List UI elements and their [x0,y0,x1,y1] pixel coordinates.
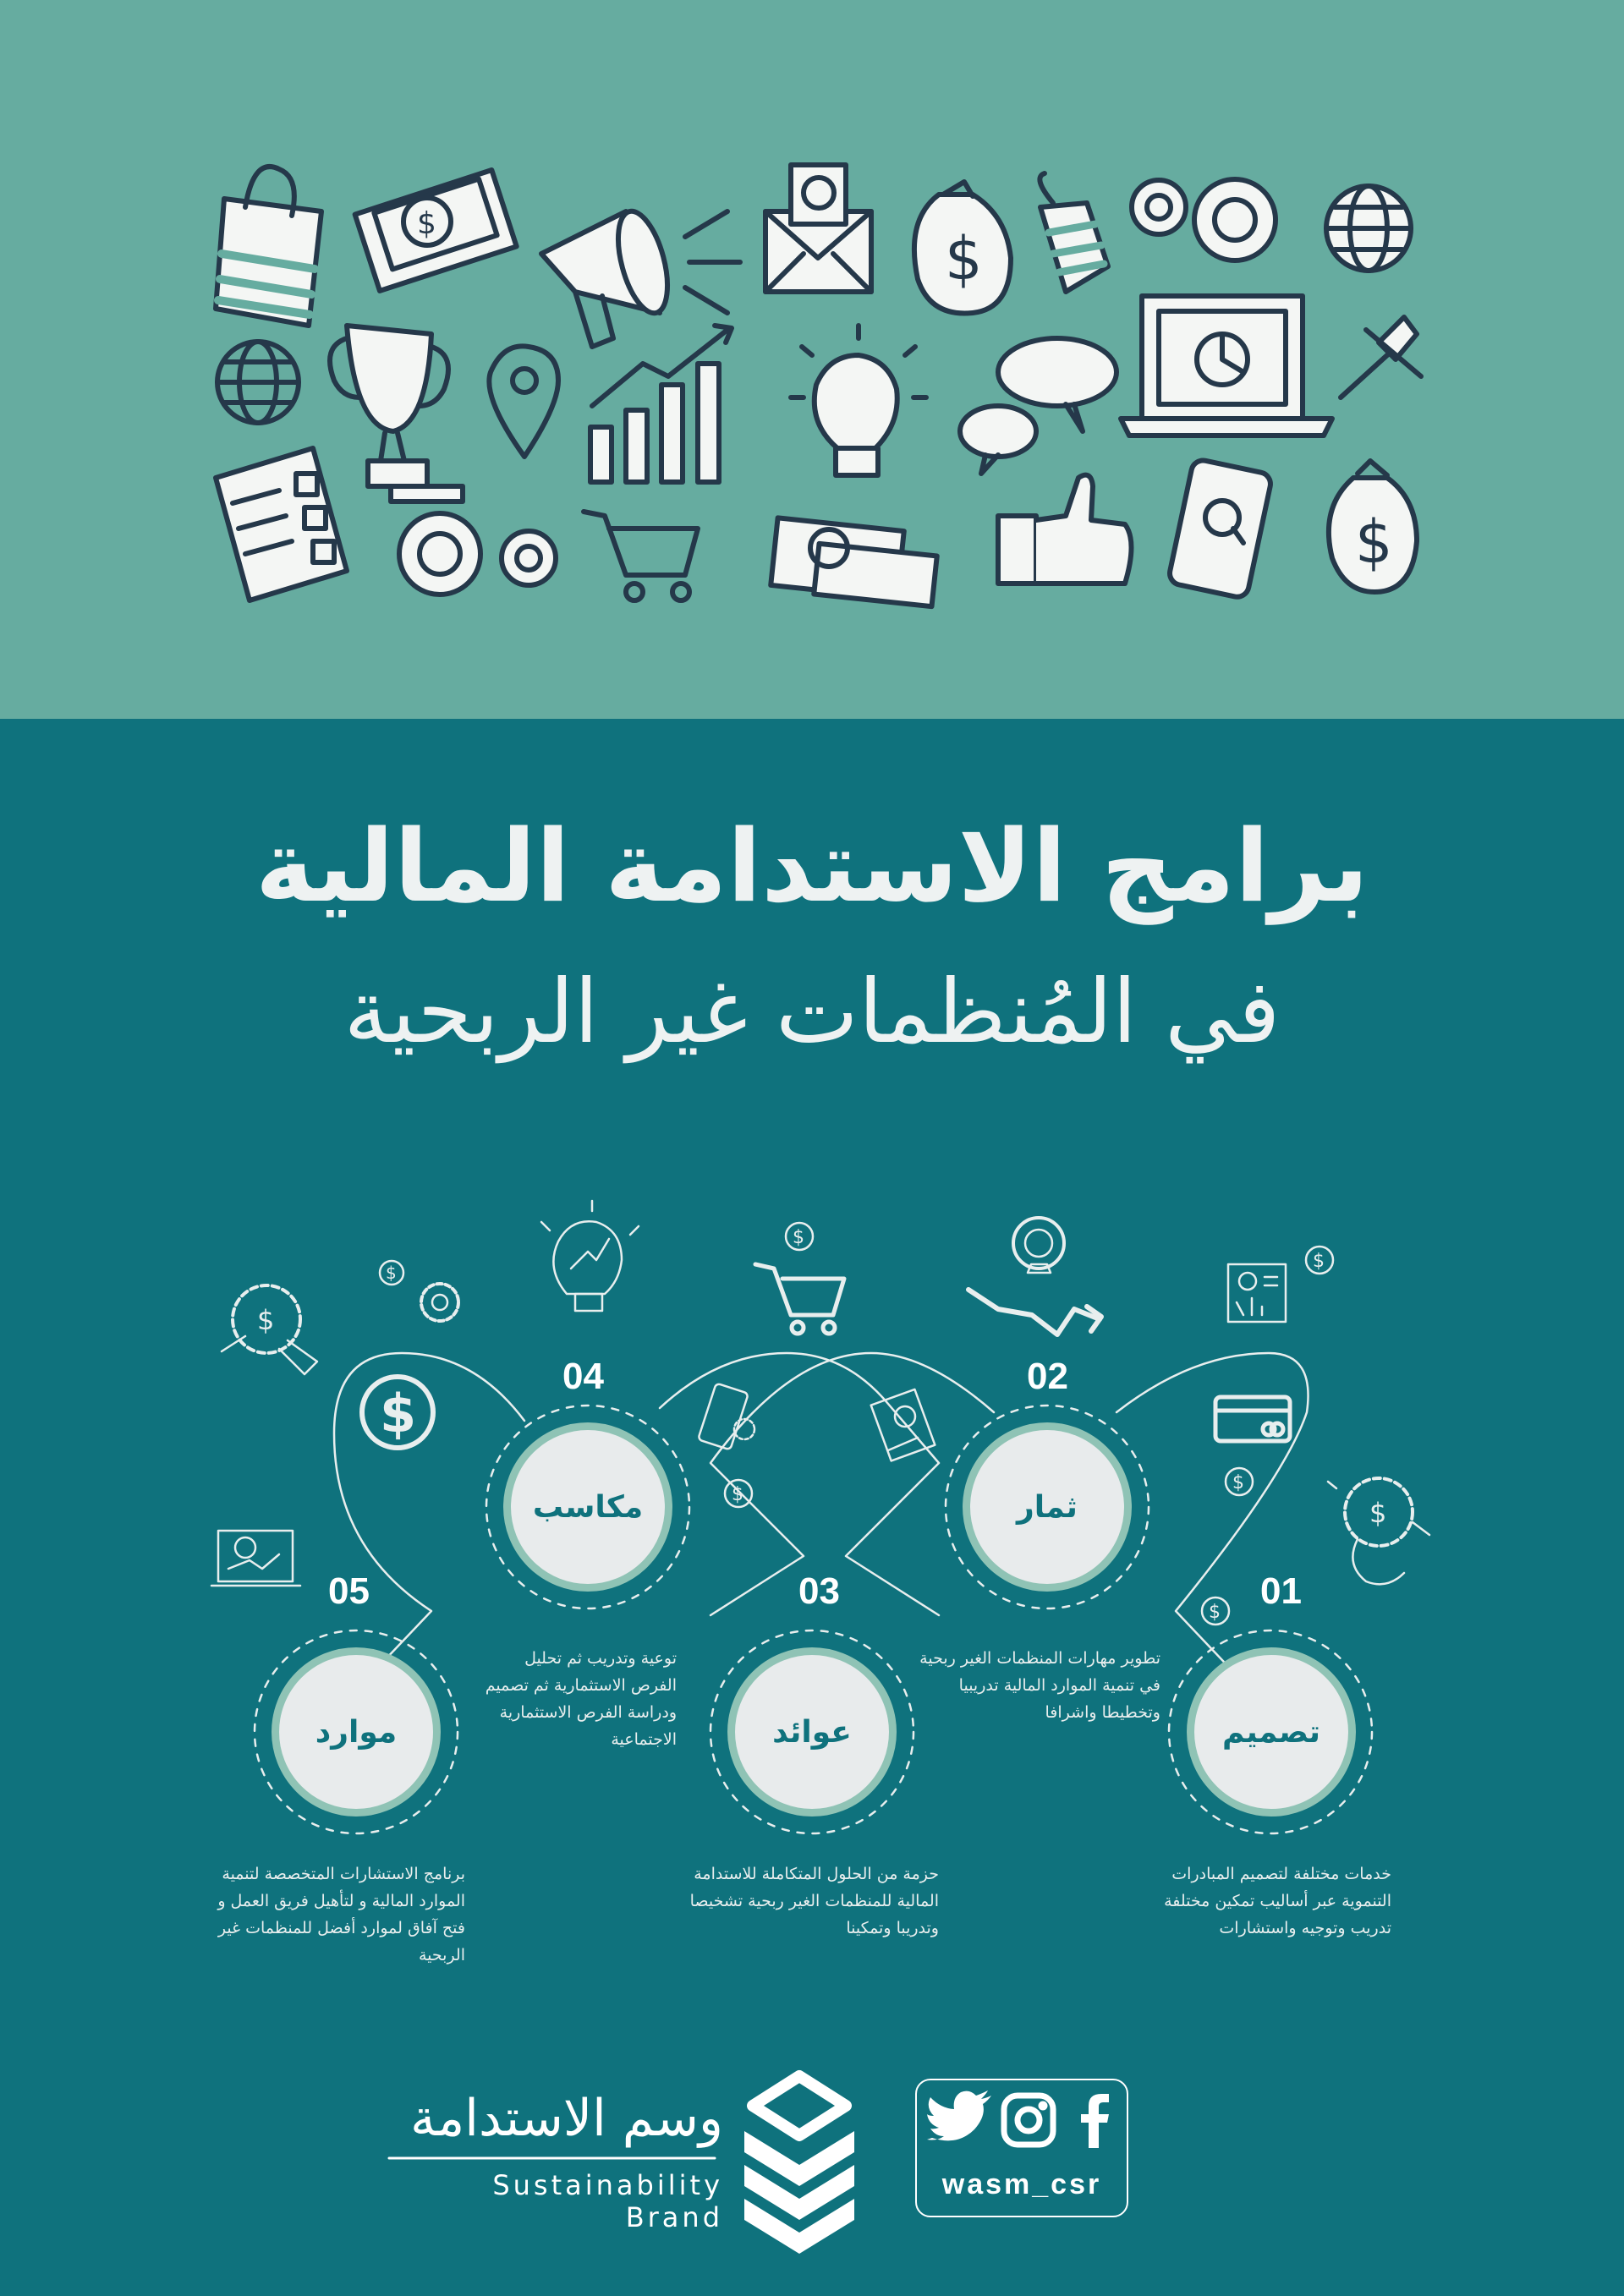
idea-gear-icon [222,1285,317,1374]
svg-text:$: $ [417,206,436,241]
step-label: موارد [315,1714,398,1750]
step-circle-01 [1187,1647,1356,1817]
title-line-1: برامج الاستدامة المالية [255,808,1369,924]
step-number-04: 04 [562,1356,604,1397]
target-icon [1013,1218,1064,1273]
svg-text:$: $ [732,1484,743,1505]
step-description-03: حزمة من الحلول المتكاملة للاستدامة المالية للمنظمات الغير ربحية تشخيصا وتدريبا وتمكينا [689,1865,939,1937]
brand-name-arabic: وسم الاستدامة [410,2089,723,2148]
step-circle-05 [272,1647,441,1817]
instagram-icon [1004,2096,1053,2145]
laptop-analytics-icon [211,1531,300,1586]
step-circle-03 [727,1647,897,1817]
social-box [915,2079,1128,2217]
svg-text:$: $ [1355,507,1393,577]
brand-logo-icon [744,2076,854,2254]
report-icon [1228,1264,1286,1322]
step-label: ثمار [1017,1489,1078,1525]
svg-text:$: $ [257,1304,275,1336]
idea-gear-icon [1328,1478,1429,1584]
step-number-05: 05 [328,1570,370,1612]
svg-text:$: $ [1313,1251,1325,1272]
dollar-circle-icon [362,1377,433,1448]
svg-text:$: $ [793,1227,804,1248]
trend-arrow-icon [968,1290,1101,1334]
step-description-05: برنامج الاستشارات المتخصصة لتنمية الموارد المالية و لتأهيل فريق العمل و فتح آفاق لموارد أفضل للمنظمات غير الربحية [217,1865,465,1964]
step-description-04: توعية وتدريب ثم تحليل الفرص الاستثمارية ثم تصميم ودراسة الفرص الاستثمارية الاجتماعية [485,1649,677,1749]
brand-name-english: Sustainability Brand [492,2169,723,2233]
dollar-coin-icon [1306,1247,1333,1274]
step-number-01: 01 [1260,1570,1302,1612]
dollar-coin-icon [725,1480,752,1507]
step-description-02: تطوير مهارات المنظمات الغير ربحية في تنمية الموارد المالية تدريبيا وتخطيطا واشرافا [919,1649,1160,1722]
step-number-03: 03 [798,1570,840,1612]
step-label: عوائد [772,1714,852,1750]
social-handle: wasm_csr [941,2168,1102,2200]
credit-card-icon [1215,1397,1290,1441]
step-circle-04 [503,1422,672,1592]
svg-text:$: $ [380,1383,417,1444]
svg-text:$: $ [386,1263,397,1283]
svg-text:$: $ [1209,1602,1221,1623]
gear-icon [421,1284,458,1321]
idea-growth-icon [541,1201,639,1311]
step-circle-02 [963,1422,1132,1592]
step-label: تصميم [1221,1714,1321,1750]
facebook-icon [1081,2094,1109,2148]
mobile-gear-icon [698,1384,754,1450]
svg-text:$: $ [1232,1472,1244,1493]
dollar-coin-icon [1202,1597,1229,1625]
dollar-coin-icon [786,1223,813,1250]
money-hand-icon [871,1389,935,1461]
step-description-01: خدمات مختلفة لتصميم المبادرات التنموية عبر أساليب تمكين مختلفة تدريب وتوجيه واستشارات [1164,1865,1391,1937]
svg-text:$: $ [1369,1497,1387,1529]
shopping-cart-icon [755,1264,844,1334]
twitter-icon [927,2091,991,2140]
svg-text:$: $ [945,224,983,293]
title-line-2: في المُنظمات غير الربحية [343,960,1281,1063]
dollar-coin-icon [1226,1468,1253,1495]
step-number-02: 02 [1027,1356,1068,1397]
dollar-coin-icon [380,1261,403,1285]
step-label: مكاسب [532,1489,644,1525]
